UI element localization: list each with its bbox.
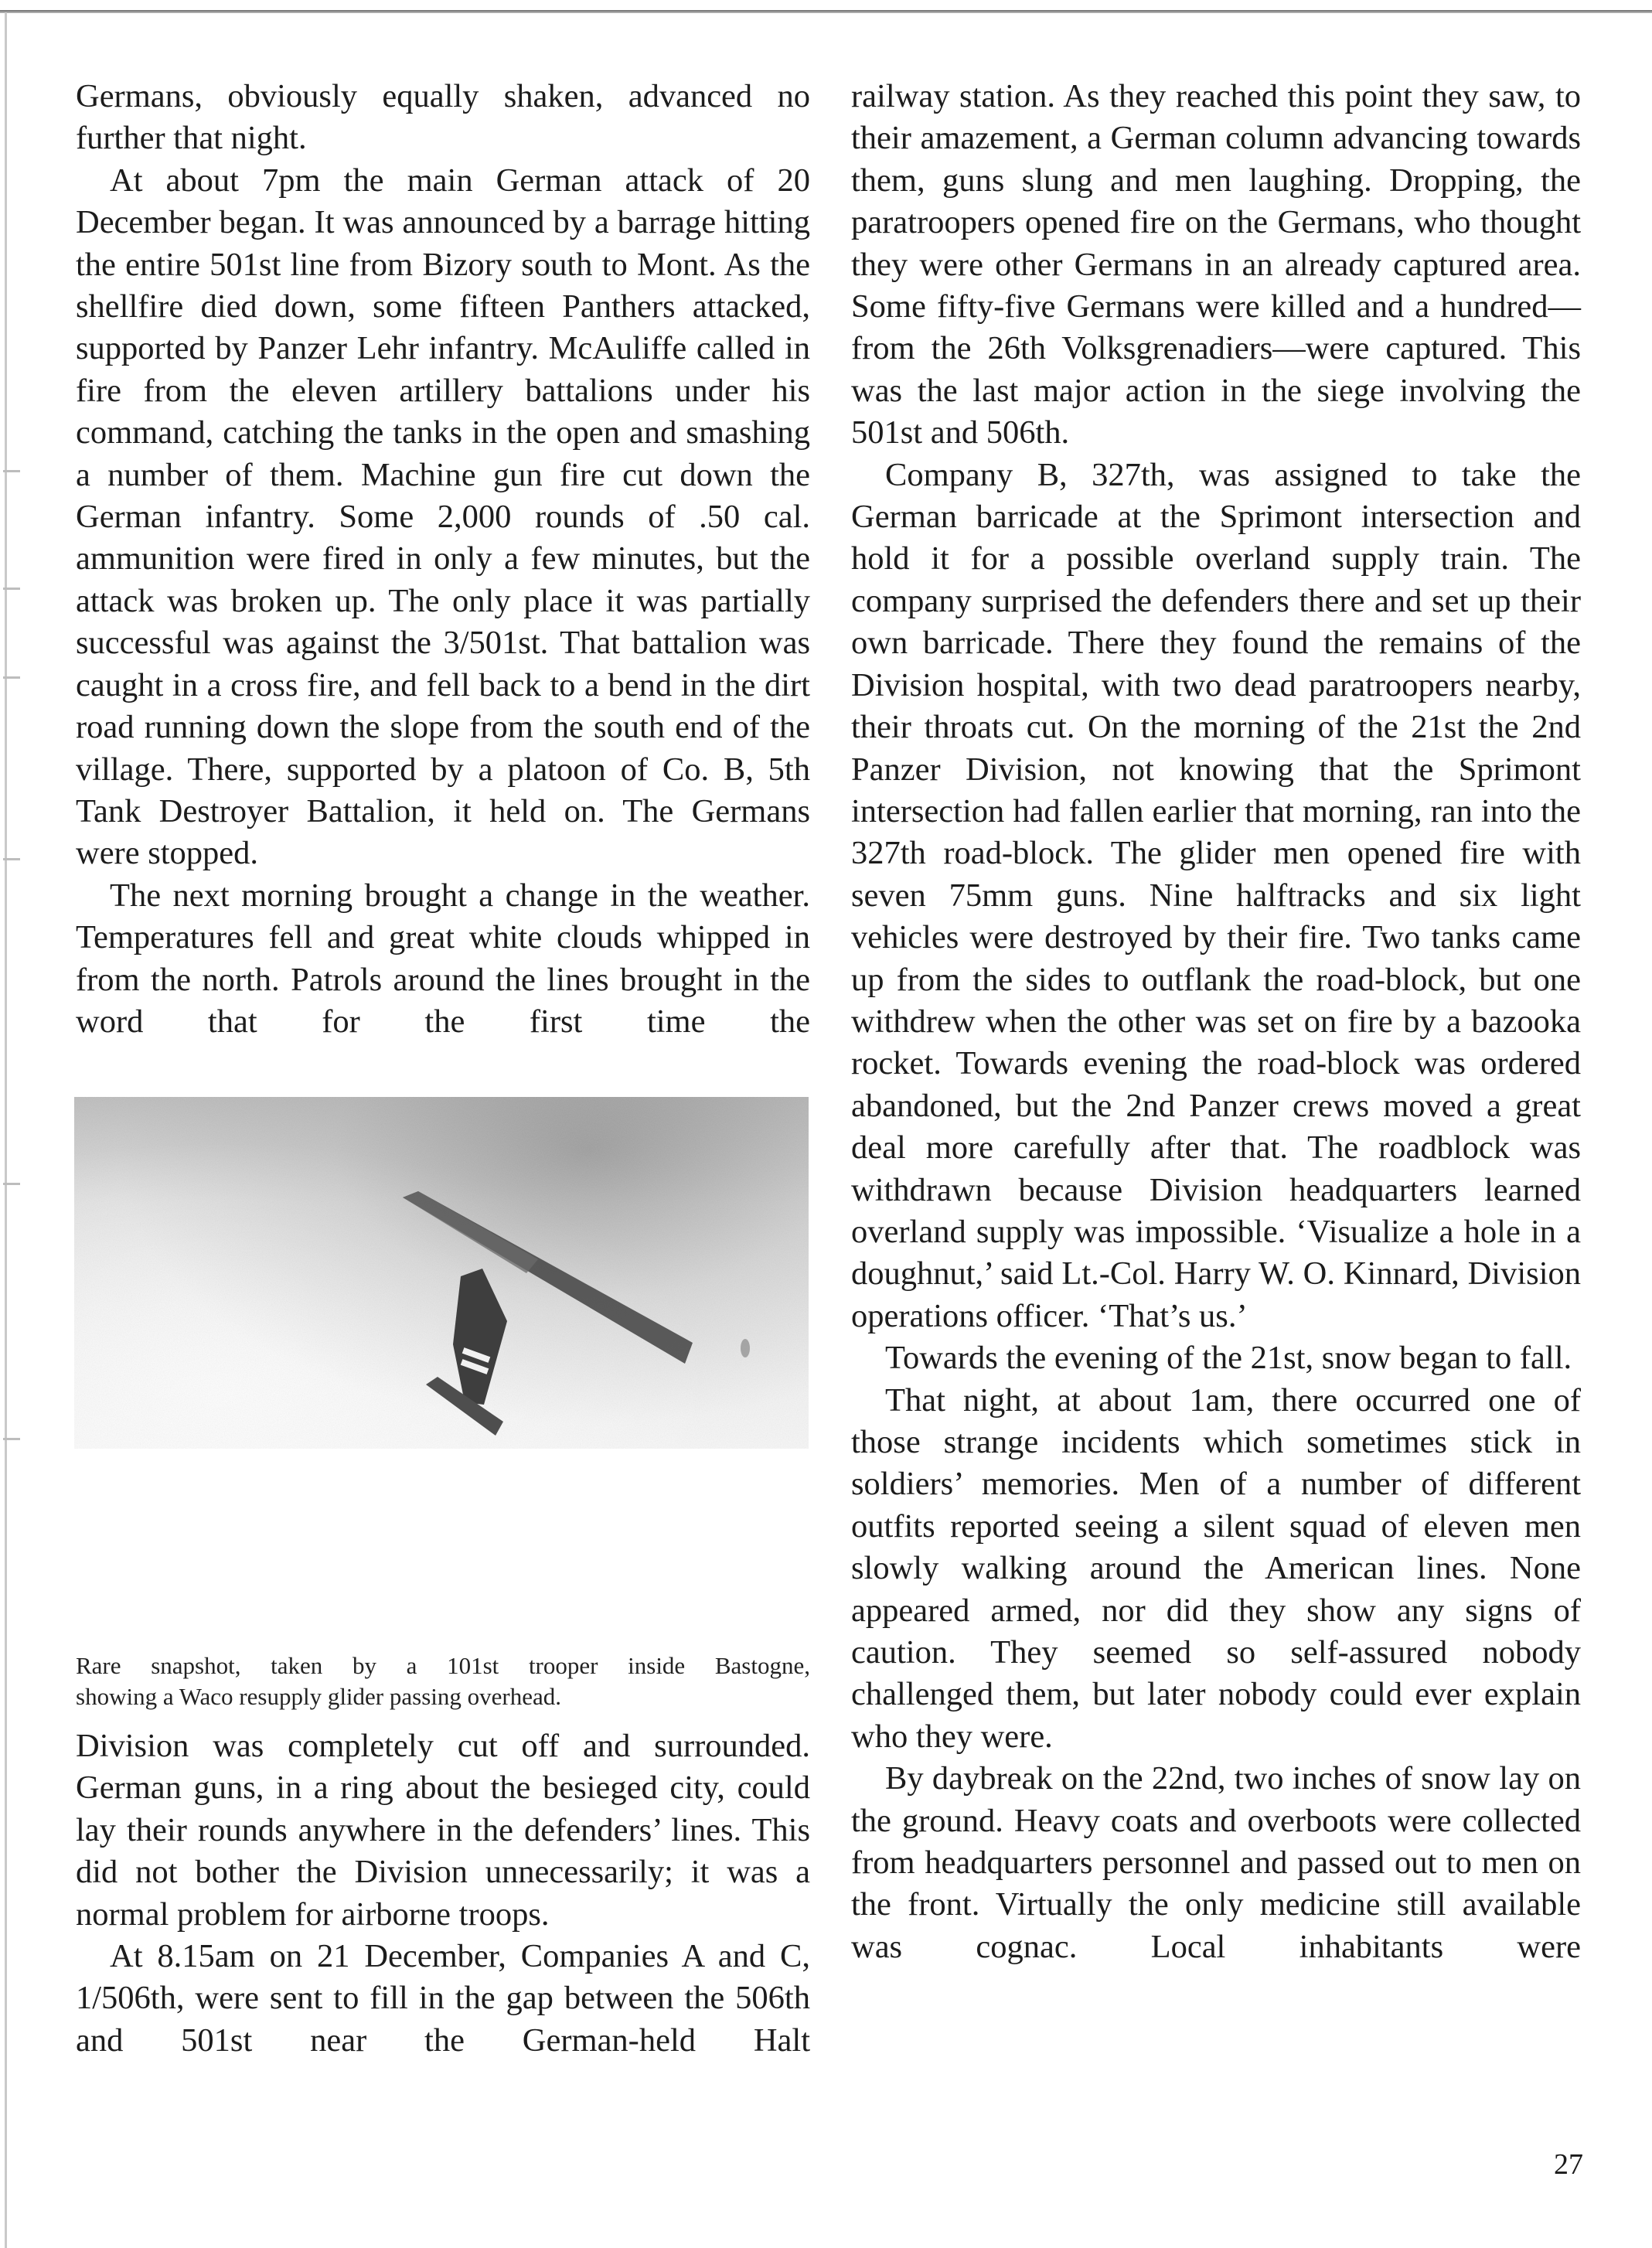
caption-line: showing a Waco resupply glider passing overhead.	[76, 1683, 561, 1710]
glider-photo	[74, 1097, 809, 1449]
glider-icon	[74, 1097, 809, 1449]
page-number: 27	[1554, 2148, 1583, 2181]
paragraph: The next morning brought a change in the weather. Temperatures fell and great white clouds whipped in from the north. Patrols around the lines brought in the word that for the first time the	[76, 877, 810, 1040]
binding-mark	[3, 1183, 20, 1185]
paragraph: Towards the evening of the 21st, snow began to fall.	[885, 1340, 1572, 1377]
binding-mark	[3, 588, 20, 590]
binding-mark	[3, 858, 20, 860]
caption-line: Rare snapshot, taken by a 101st trooper inside Bastogne,	[76, 1652, 810, 1679]
paragraph: railway station. As they reached this point they saw, to their amazement, a German column advancing towards them, guns slung and men laughing. Dropping, the paratroopers opened fire on the Germans, who thought they were other Germans in an already captured area. Some fifty-five Germans were killed and a hundred—from the 26th Volksgrenadiers—were captured. This was the last major action in the siege involving the 501st and 506th.	[851, 78, 1581, 451]
paragraph: That night, at about 1am, there occurred one of those strange incidents which sometimes stick in soldiers’ memories. Men of a number of different outfits reported seeing a silent squad of eleven men slowly walking around the American lines. None appeared armed, nor did they show any signs of caution. They seemed so self-assured nobody challenged them, but later nobody could ever explain who they were.	[851, 1381, 1581, 1755]
paragraph: At 8.15am on 21 December, Companies A and C, 1/506th, were sent to fill in the gap between the 506th and 501st near the German-held Halt	[76, 1938, 810, 2059]
binding-mark	[3, 676, 20, 679]
left-column-upper	[76, 76, 810, 1043]
binding-mark	[3, 470, 20, 472]
paragraph: Germans, obviously equally shaken, advanced no further that night.	[76, 78, 810, 157]
paragraph: Division was completely cut off and surrounded. German guns, in a ring about the besieged city, could lay their rounds anywhere in the defenders’ lines. This did not bother the Division unnecessarily; it was a normal problem for airborne troops.	[76, 1728, 810, 1933]
photo-caption	[76, 1650, 810, 1712]
left-column-lower	[76, 1725, 810, 2062]
paragraph: At about 7pm the main German attack of 20 December began. It was announced by a barrage hitting the entire 501st line from Bizory south to Mont. As the shellfire died down, some fifteen Panthers attacked, supported by Panzer Lehr infantry. McAuliffe called in fire from the eleven artillery battalions under his command, catching the tanks in the open and smashing a number of them. Machine gun fire cut down the German infantry. Some 2,000 rounds of .50 cal. ammunition were fired in only a few minutes, but the attack was broken up. The only place it was partially successful was against the 3/501st. That battalion was caught in a cross fire, and fell back to a bend in the dirt road running down the slope from the south end of the village. There, supported by a platoon of Co. B, 5th Tank Destroyer Battalion, it held on. The Germans were stopped.	[76, 162, 810, 872]
right-column	[851, 76, 1581, 1968]
binding-mark	[3, 1438, 20, 1440]
paragraph: Company B, 327th, was assigned to take the German barricade at the Sprimont intersection and hold it for a possible overland supply train. The company surprised the defenders there and set up their own barricade. There they found the remains of the Division hospital, with two dead paratroopers nearby, their throats cut. On the morning of the 21st the 2nd Panzer Division, not knowing that the Sprimont intersection had fallen earlier that morning, ran into the 327th road-block. The glider men opened fire with seven 75mm guns. Nine halftracks and six light vehicles were destroyed by their fire. Two tanks came up from the sides to outflank the road-block, but one withdrew when the other was set on fire by a bazooka rocket. Towards evening the road-block was ordered abandoned, but the 2nd Panzer crews moved a great deal more carefully after that. The roadblock was withdrawn because Division headquarters learned overland supply was impossible. ‘Visualize a hole in a doughnut,’ said Lt.-Col. Harry W. O. Kinnard, Division operations officer. ‘That’s us.’	[851, 456, 1581, 1334]
page-binding-edge	[5, 12, 7, 2248]
page-top-rule	[0, 10, 1652, 13]
paragraph: By daybreak on the 22nd, two inches of snow lay on the ground. Heavy coats and overboots were collected from headquarters personnel and passed out to men on the front. Virtually the only medicine still available was cognac. Local inhabitants were	[851, 1760, 1581, 1965]
